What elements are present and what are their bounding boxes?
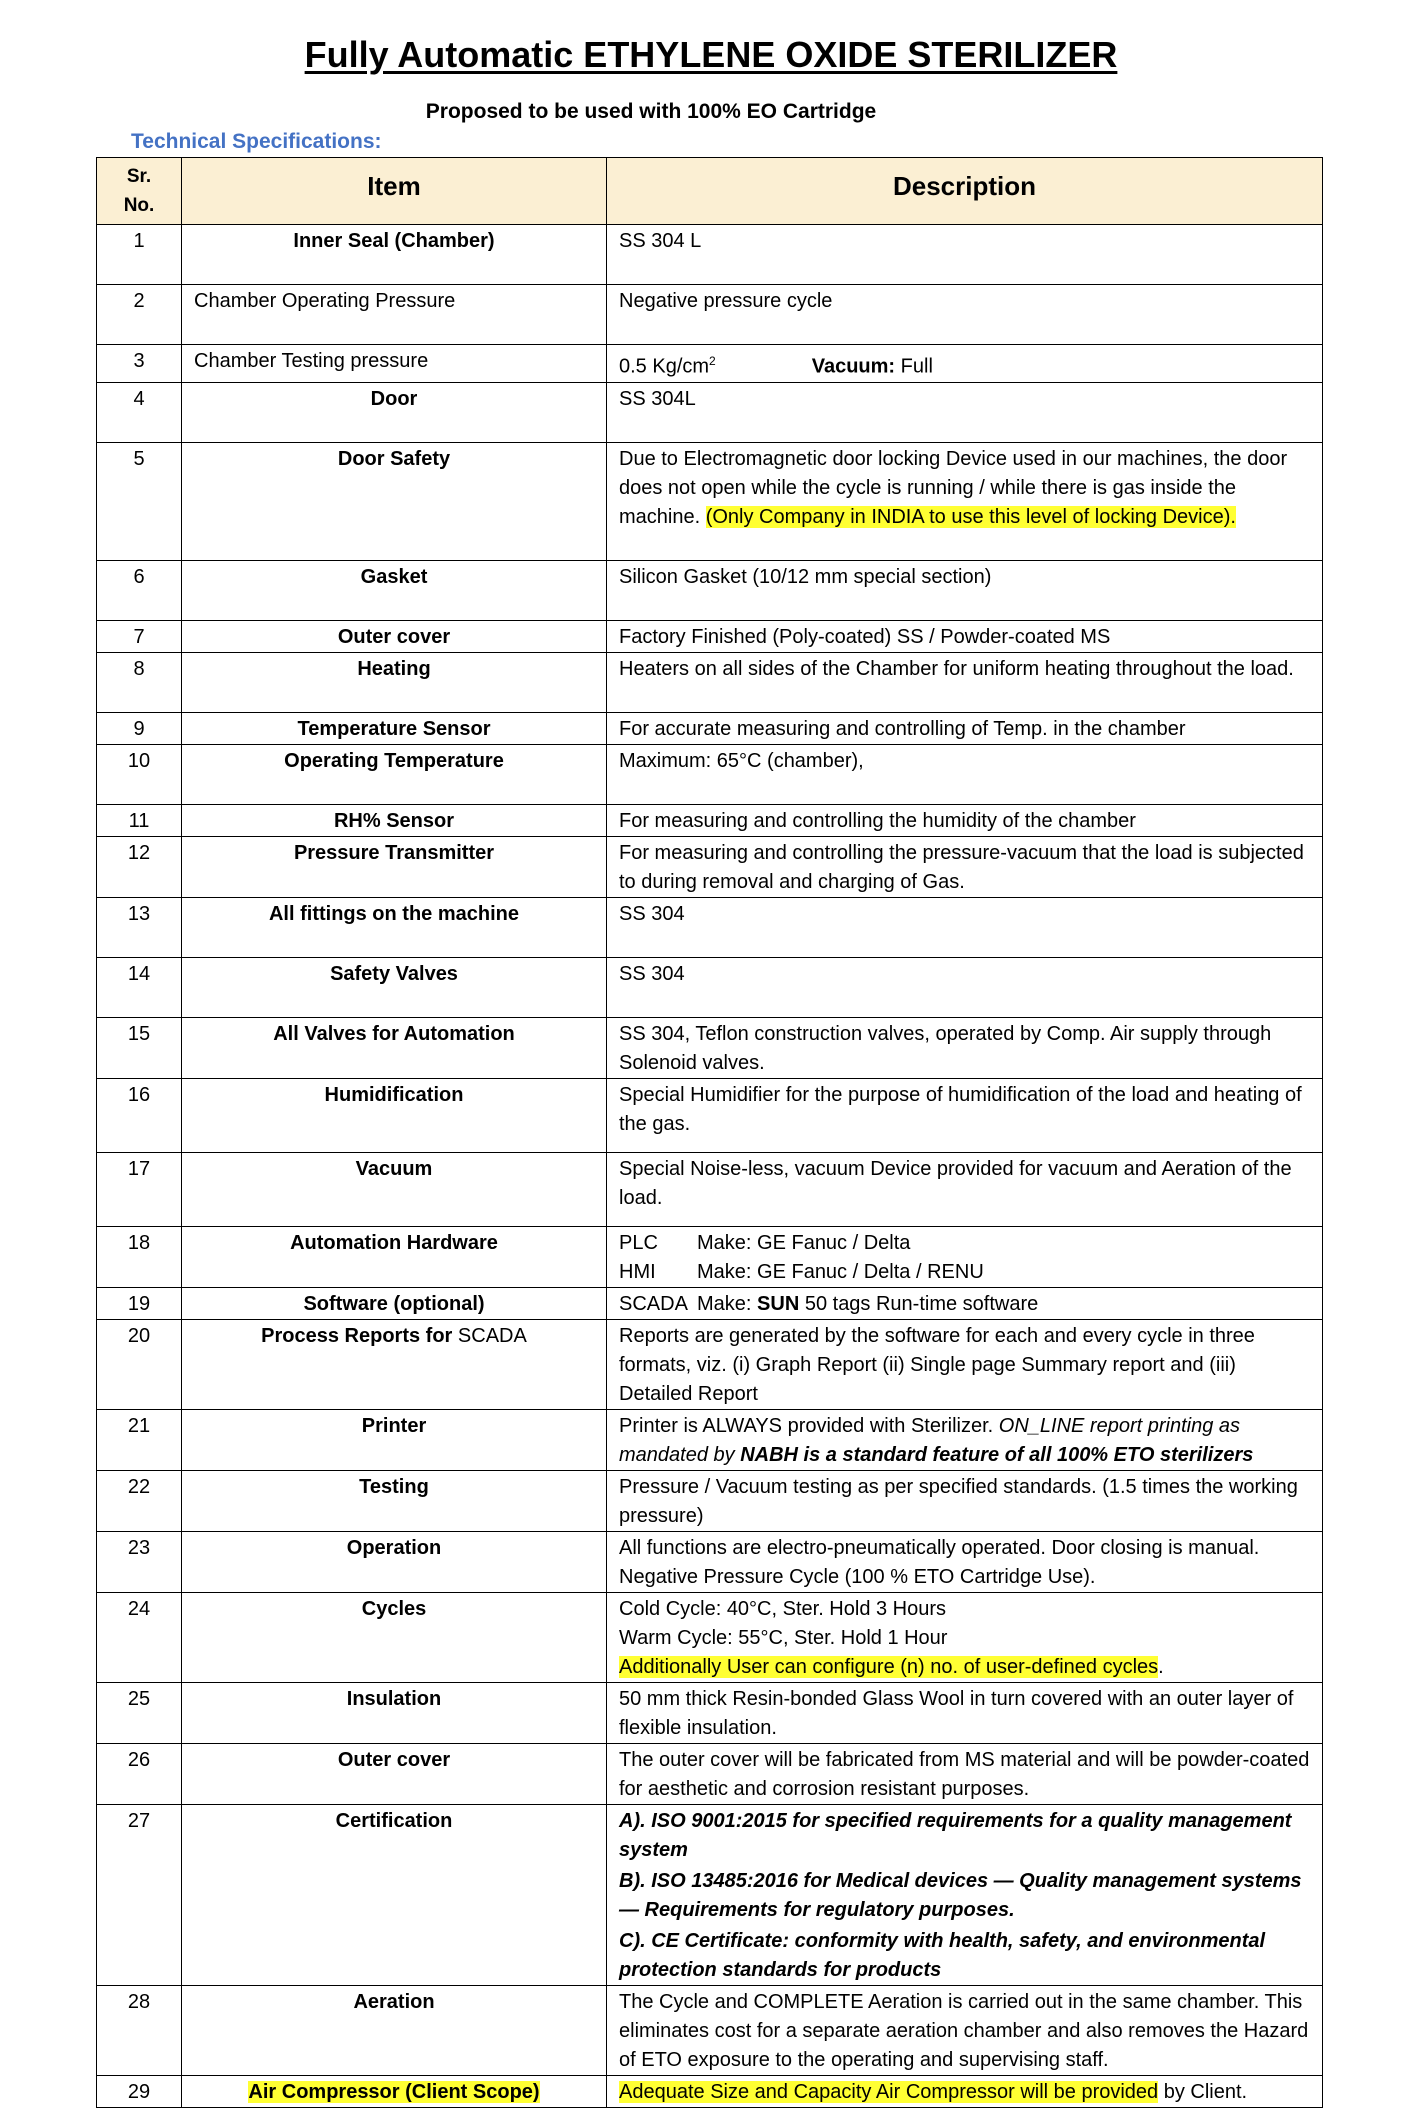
- row-description: SS 304L: [607, 382, 1323, 442]
- table-row: [97, 1985, 1323, 2075]
- row-description: 0.5 $Kg/cm^2$ Vacuum: Full: [607, 345, 1323, 383]
- row-description: Printer is ALWAYS provided with Sterilizer. ON_LINE report printing as mandated by NABH is a standard feature of all 100% ETO sterilizers: [607, 1409, 1323, 1470]
- row-number: 19: [97, 1287, 182, 1319]
- row-number: 23: [97, 1531, 182, 1592]
- row-item: Chamber Operating Pressure: [182, 285, 607, 345]
- row-item: Temperature Sensor: [182, 712, 607, 744]
- table-row: [97, 1531, 1323, 1592]
- row-item: Door: [182, 382, 607, 442]
- row-description: 50 mm thick Resin-bonded Glass Wool in turn covered with an outer layer of flexible insulation.: [607, 1682, 1323, 1743]
- table-row: [97, 836, 1323, 897]
- row-item: Humidification: [182, 1078, 607, 1152]
- row-item: Printer: [182, 1409, 607, 1470]
- row-number: 3: [97, 345, 182, 383]
- row-description: For measuring and controlling the humidity of the chamber: [607, 804, 1323, 836]
- row-description: PLC Make: GE Fanuc / Delta HMI Make: GE Fanuc / Delta / RENU: [607, 1226, 1323, 1287]
- table-row: [97, 1287, 1323, 1319]
- row-number: 22: [97, 1470, 182, 1531]
- row-description: For measuring and controlling the pressure-vacuum that the load is subjected to during removal and charging of Gas.: [607, 836, 1323, 897]
- table-row: [97, 1804, 1323, 1985]
- row-item: Heating: [182, 652, 607, 712]
- table-row: [97, 2075, 1323, 2107]
- table-row: [97, 620, 1323, 652]
- page-title: Fully Automatic ETHYLENE OXIDE STERILIZER: [304, 34, 1118, 75]
- row-description: Reports are generated by the software for each and every cycle in three formats, viz. (i) Graph Report (ii) Single page Summary report and (iii) Detailed Report: [607, 1319, 1323, 1409]
- row-description: Adequate Size and Capacity Air Compressor will be provided by Client.: [607, 2075, 1323, 2107]
- row-description: Factory Finished (Poly-coated) SS / Powder-coated MS: [607, 620, 1323, 652]
- row-description: Maximum: 65°C (chamber),: [607, 744, 1323, 804]
- row-description: Special Humidifier for the purpose of humidification of the load and heating of the gas.: [607, 1078, 1323, 1152]
- row-number: 17: [97, 1152, 182, 1226]
- table-row: [97, 957, 1323, 1017]
- row-number: 28: [97, 1985, 182, 2075]
- header-row: [97, 158, 1323, 225]
- table-row: [97, 712, 1323, 744]
- row-item: Testing: [182, 1470, 607, 1531]
- row-item: Inner Seal (Chamber): [182, 225, 607, 285]
- row-number: 29: [97, 2075, 182, 2107]
- page-subtitle: Proposed to be used with 100% EO Cartridge: [425, 100, 877, 123]
- table-row: [97, 1409, 1323, 1470]
- row-description: SS 304, Teflon construction valves, operated by Comp. Air supply through Solenoid valves.: [607, 1017, 1323, 1078]
- row-item: Software (optional): [182, 1287, 607, 1319]
- row-number: 7: [97, 620, 182, 652]
- table-row: [97, 442, 1323, 560]
- row-item: Outer cover: [182, 620, 607, 652]
- row-item: Outer cover: [182, 1743, 607, 1804]
- row-description: SS 304: [607, 897, 1323, 957]
- row-item: All Valves for Automation: [182, 1017, 607, 1078]
- table-row: [97, 1743, 1323, 1804]
- row-item: Insulation: [182, 1682, 607, 1743]
- row-description: SS 304 L: [607, 225, 1323, 285]
- row-item: Safety Valves: [182, 957, 607, 1017]
- section-label: Technical Specifications:: [131, 130, 382, 153]
- row-description: Pressure / Vacuum testing as per specified standards. (1.5 times the working pressure): [607, 1470, 1323, 1531]
- row-item: Operating Temperature: [182, 744, 607, 804]
- row-description: All functions are electro-pneumatically operated. Door closing is manual. Negative Pressure Cycle (100 % ETO Cartridge Use).: [607, 1531, 1323, 1592]
- row-description: Heaters on all sides of the Chamber for uniform heating throughout the load.: [607, 652, 1323, 712]
- highlighted-text: (Only Company in INDIA to use this level of locking Device).: [705, 505, 1236, 528]
- row-item: Operation: [182, 1531, 607, 1592]
- table-row: [97, 1592, 1323, 1682]
- row-description: SCADA Make: SUN 50 tags Run-time software: [607, 1287, 1323, 1319]
- highlighted-text: Adequate Size and Capacity Air Compressor will be provided: [619, 2080, 1159, 2103]
- table-row: [97, 382, 1323, 442]
- table-row: [97, 1470, 1323, 1531]
- row-number: 5: [97, 442, 182, 560]
- row-number: 1: [97, 225, 182, 285]
- table-row: [97, 804, 1323, 836]
- row-item: Process Reports for SCADA: [182, 1319, 607, 1409]
- row-number: 9: [97, 712, 182, 744]
- header-sr-no: Sr. No.: [97, 158, 182, 225]
- row-number: 16: [97, 1078, 182, 1152]
- table-row: [97, 285, 1323, 345]
- row-number: 26: [97, 1743, 182, 1804]
- row-number: 21: [97, 1409, 182, 1470]
- row-item: Cycles: [182, 1592, 607, 1682]
- table-row: [97, 560, 1323, 620]
- row-item: Vacuum: [182, 1152, 607, 1226]
- table-row: [97, 345, 1323, 383]
- highlighted-text: Additionally User can configure (n) no. of user-defined cycles: [619, 1655, 1159, 1678]
- row-description: Due to Electromagnetic door locking Device used in our machines, the door does not open while the cycle is running / while there is gas inside the machine. (Only Company in INDIA to use this level of locking Device).: [607, 442, 1323, 560]
- row-number: 11: [97, 804, 182, 836]
- row-number: 6: [97, 560, 182, 620]
- row-item: Door Safety: [182, 442, 607, 560]
- row-description: Negative pressure cycle: [607, 285, 1323, 345]
- header-item: Item: [182, 158, 607, 225]
- row-number: 24: [97, 1592, 182, 1682]
- row-number: 27: [97, 1804, 182, 1985]
- table-row: [97, 1319, 1323, 1409]
- table-row: [97, 897, 1323, 957]
- row-item: Pressure Transmitter: [182, 836, 607, 897]
- row-item: Automation Hardware: [182, 1226, 607, 1287]
- row-item: Certification: [182, 1804, 607, 1985]
- row-number: 25: [97, 1682, 182, 1743]
- row-number: 10: [97, 744, 182, 804]
- table-row: [97, 1078, 1323, 1152]
- row-item: Aeration: [182, 1985, 607, 2075]
- row-number: 12: [97, 836, 182, 897]
- table-row: [97, 1226, 1323, 1287]
- row-item: RH% Sensor: [182, 804, 607, 836]
- spec-table: [96, 157, 1323, 2108]
- row-number: 8: [97, 652, 182, 712]
- table-row: [97, 225, 1323, 285]
- row-number: 2: [97, 285, 182, 345]
- row-description: Silicon Gasket (10/12 mm special section): [607, 560, 1323, 620]
- row-description: Cold Cycle: 40°C, Ster. Hold 3 Hours Warm Cycle: 55°C, Ster. Hold 1 Hour Additionally User can configure (n) no. of user-defined cycles.: [607, 1592, 1323, 1682]
- row-item: [182, 2075, 607, 2107]
- row-description: For accurate measuring and controlling of Temp. in the chamber: [607, 712, 1323, 744]
- table-row: [97, 1017, 1323, 1078]
- row-number: 13: [97, 897, 182, 957]
- row-description: A). ISO 9001:2015 for specified requirements for a quality management system B). ISO 13485:2016 for Medical devices — Quality management systems — Requirements for regulatory purposes. C). CE Certificate: conformity with health, safety, and environmental protection standards for products: [607, 1804, 1323, 1985]
- row-item: Gasket: [182, 560, 607, 620]
- row-description: The outer cover will be fabricated from MS material and will be powder-coated for aesthetic and corrosion resistant purposes.: [607, 1743, 1323, 1804]
- row-number: 15: [97, 1017, 182, 1078]
- row-item: All fittings on the machine: [182, 897, 607, 957]
- row-number: 20: [97, 1319, 182, 1409]
- table-row: [97, 1152, 1323, 1226]
- row-number: 14: [97, 957, 182, 1017]
- row-description: The Cycle and COMPLETE Aeration is carried out in the same chamber. This eliminates cost for a separate aeration chamber and also removes the Hazard of ETO exposure to the operating and supervising staff.: [607, 1985, 1323, 2075]
- row-item: Chamber Testing pressure: [182, 345, 607, 383]
- row-number: 18: [97, 1226, 182, 1287]
- table-row: [97, 744, 1323, 804]
- row-description: Special Noise-less, vacuum Device provided for vacuum and Aeration of the load.: [607, 1152, 1323, 1226]
- table-row: [97, 1682, 1323, 1743]
- highlighted-text: Air Compressor (Client Scope): [248, 2080, 540, 2103]
- table-row: [97, 652, 1323, 712]
- row-number: 4: [97, 382, 182, 442]
- row-description: SS 304: [607, 957, 1323, 1017]
- header-description: Description: [607, 158, 1323, 225]
